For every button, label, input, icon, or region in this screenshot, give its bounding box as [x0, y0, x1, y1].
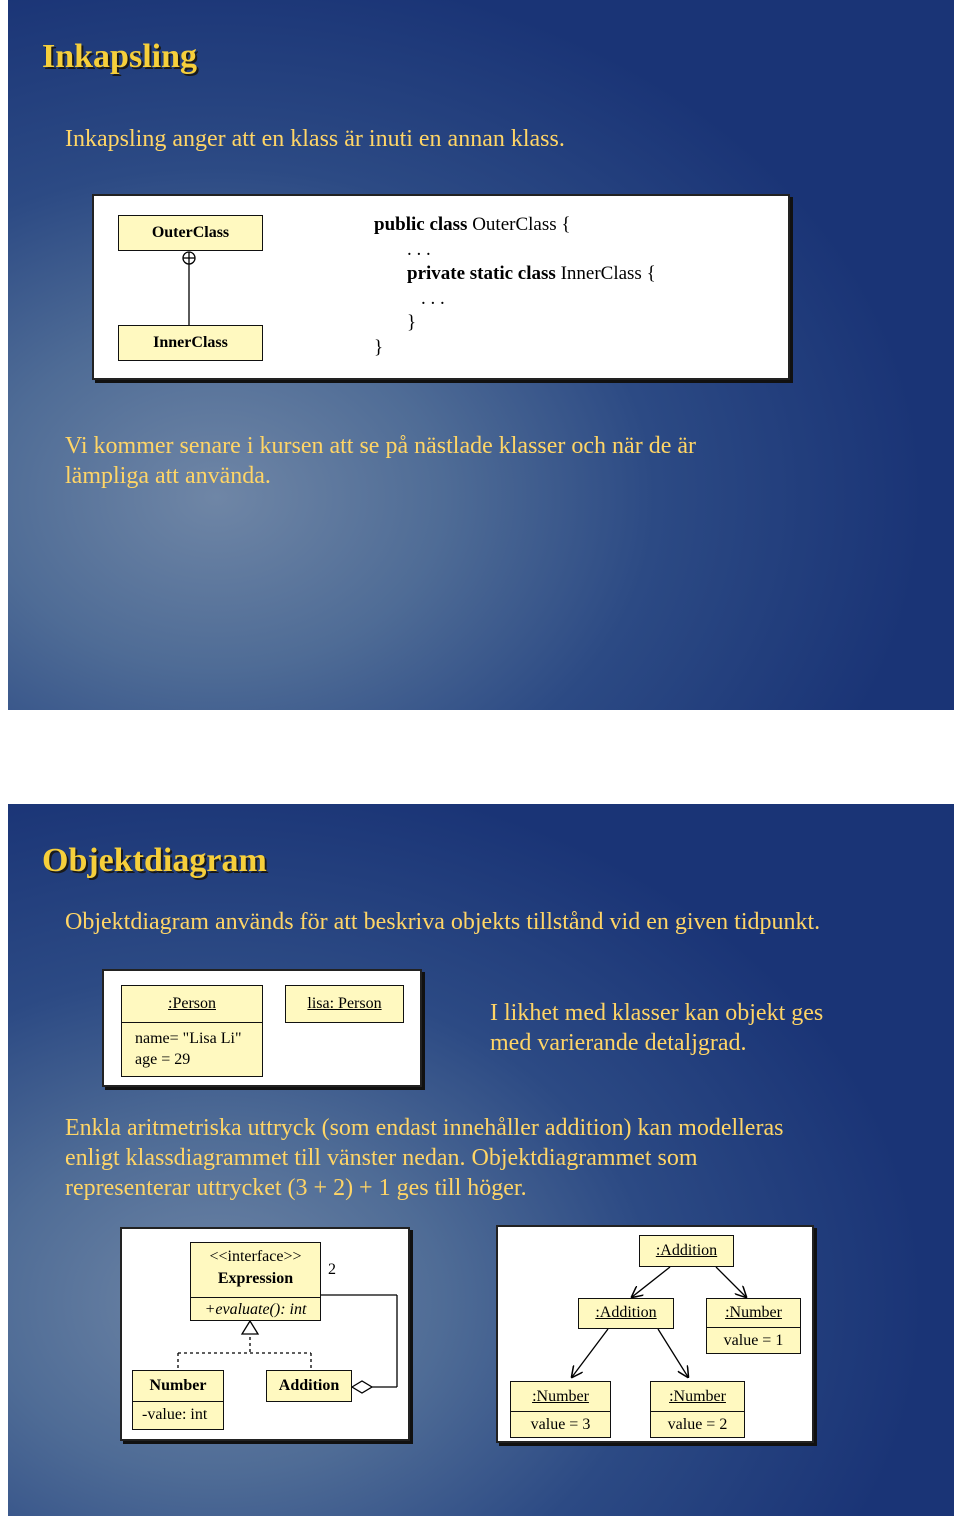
code-ellipsis: . . .	[421, 287, 445, 309]
side-text-line: med varierande detaljgrad.	[490, 1030, 747, 1056]
number-object-value: value = 3	[530, 1416, 591, 1433]
inner-class-box: InnerClass	[118, 325, 263, 361]
interface-name: Expression	[217, 1270, 294, 1287]
slide-inkapsling	[8, 0, 954, 710]
person-name-attr: name= "Lisa Li"	[135, 1030, 242, 1047]
slide-title: Inkapsling	[42, 38, 197, 75]
expression-text	[65, 1113, 783, 1203]
slide-objektdiagram	[8, 804, 954, 1516]
number-object-header: :Number	[651, 1382, 744, 1412]
number-object-header: :Number	[511, 1382, 610, 1412]
outro-line: Vi kommer senare i kursen att se på nästlade klasser och när de är	[65, 433, 696, 459]
number-class-box	[132, 1370, 224, 1430]
number-object-value: value = 2	[667, 1416, 728, 1433]
code-ellipsis: . . .	[407, 238, 431, 260]
number-class-name: Number	[133, 1371, 223, 1402]
side-text-line: I likhet med klasser kan objekt ges	[490, 1000, 824, 1026]
code-text: OuterClass {	[467, 214, 571, 235]
intro-text: Inkapsling anger att en klass är inuti en annan klass.	[65, 126, 565, 152]
encapsulation-panel	[92, 194, 790, 380]
multiplicity-label: 2	[328, 1261, 336, 1278]
lisa-object-box: lisa: Person	[285, 985, 404, 1023]
slide-title: Objektdiagram	[42, 842, 267, 879]
code-keyword: public class	[374, 214, 468, 235]
outro-line: lämpliga att använda.	[65, 463, 271, 489]
number-object-2	[650, 1381, 745, 1438]
code-block	[374, 213, 656, 360]
object-diagram-panel	[496, 1225, 814, 1443]
interface-method: +evaluate(): int	[204, 1301, 307, 1318]
expression-interface-box	[190, 1242, 321, 1321]
number-object-1	[706, 1298, 801, 1354]
number-object-header: :Number	[707, 1299, 800, 1328]
expression-line: Enkla aritmetriska uttryck (som endast innehåller addition) kan modelleras	[65, 1115, 784, 1141]
code-brace: }	[407, 312, 417, 333]
class-diagram-panel	[120, 1227, 410, 1441]
outer-class-box: OuterClass	[118, 215, 263, 251]
code-keyword: private static class	[407, 263, 556, 284]
number-class-attr: -value: int	[142, 1406, 208, 1423]
aggregation-diamond-icon	[352, 1381, 372, 1393]
mid-addition-object: :Addition	[578, 1298, 674, 1329]
code-text: InnerClass {	[555, 263, 656, 284]
intro-text: Objektdiagram används för att beskriva objekts tillstånd vid en given tidpunkt.	[65, 909, 821, 935]
code-brace: }	[374, 336, 384, 358]
number-object-3	[510, 1381, 611, 1438]
realization-arrow-icon	[242, 1321, 258, 1334]
expression-line: representerar uttrycket (3 + 2) + 1 ges till höger.	[65, 1175, 527, 1201]
expression-line: enligt klassdiagrammet till vänster nedan. Objektdiagrammet som	[65, 1145, 698, 1171]
person-object-box	[121, 985, 263, 1077]
outro-text	[65, 431, 696, 491]
stereotype-label: <<interface>>	[209, 1248, 302, 1265]
side-text	[490, 998, 823, 1058]
addition-class-box: Addition	[266, 1370, 352, 1402]
object-panel	[102, 969, 422, 1087]
root-addition-object: :Addition	[639, 1235, 734, 1267]
number-object-value: value = 1	[723, 1332, 784, 1349]
person-object-header: :Person	[122, 986, 262, 1023]
person-age-attr: age = 29	[135, 1051, 191, 1068]
